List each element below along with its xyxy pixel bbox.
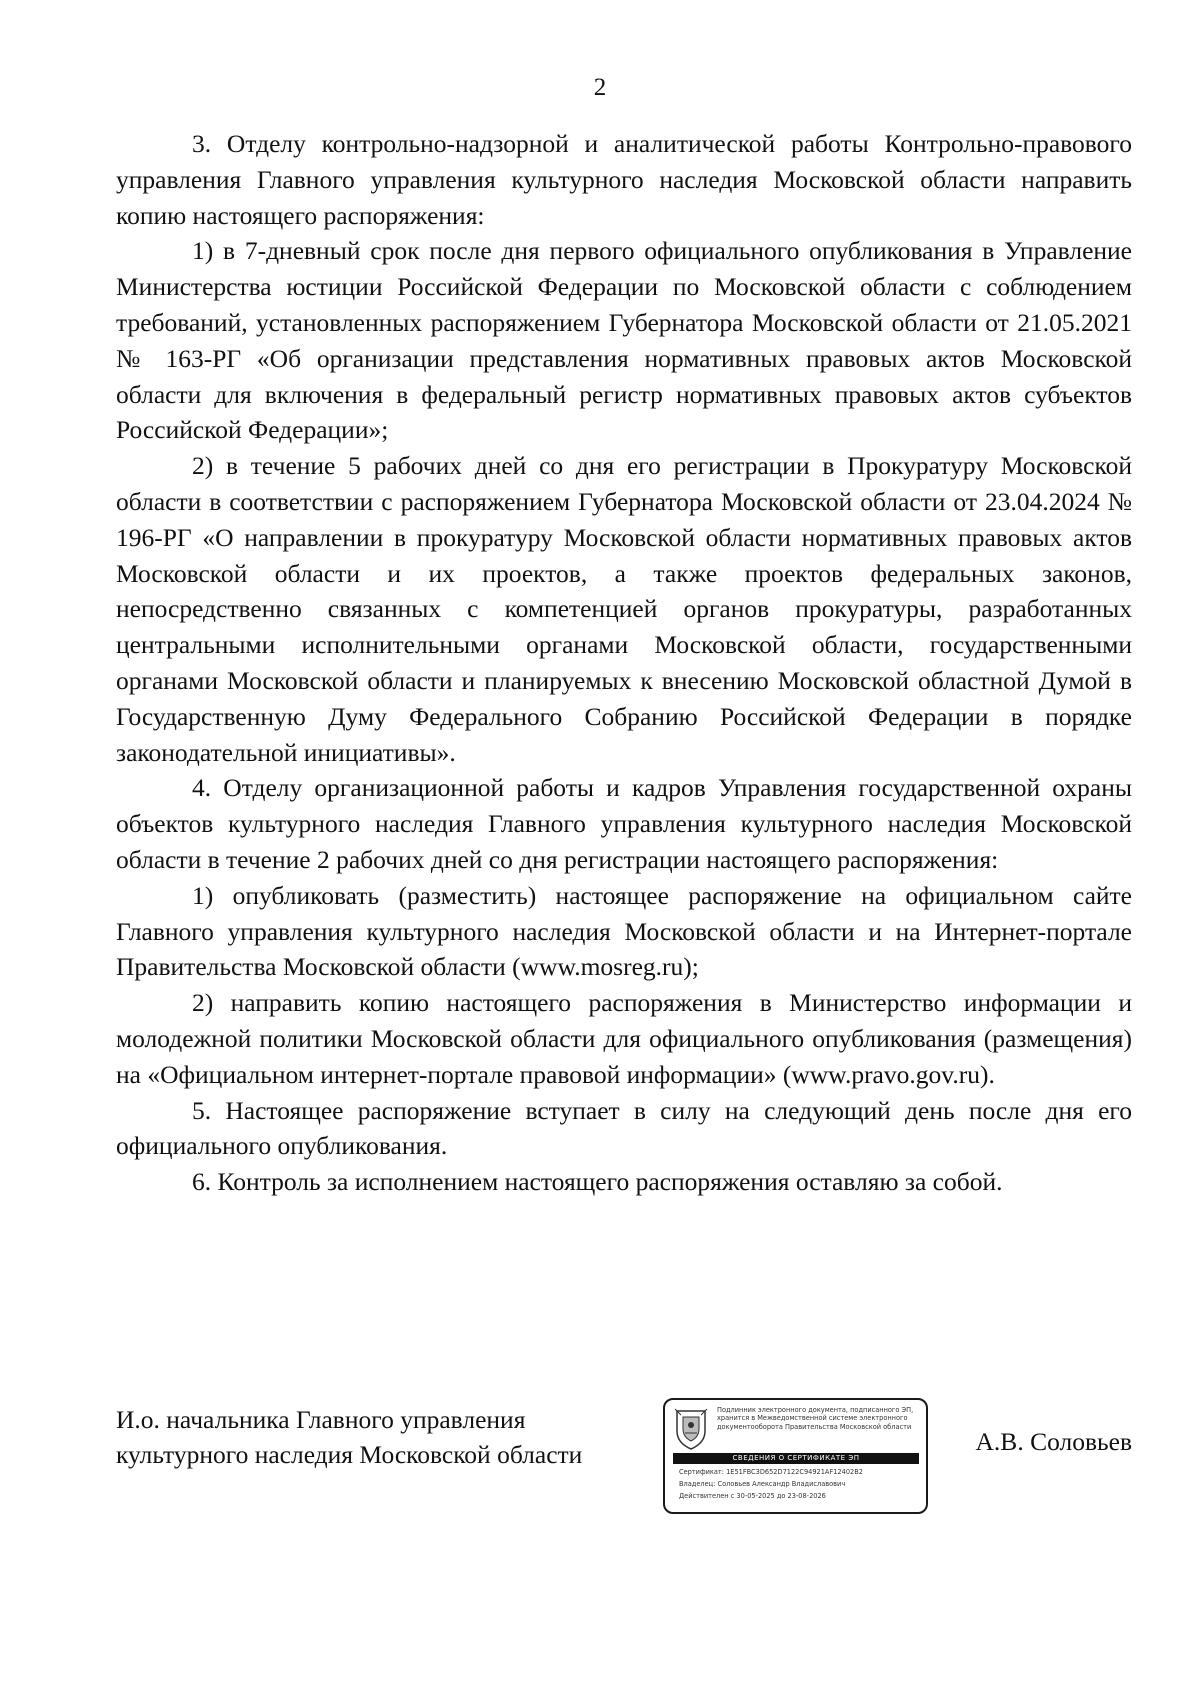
paragraph: 2) направить копию настоящего распоряжения в Министерство информации и молодежной политики Московской области для официального опубликования (размещения) на «Официальном интернет-портале правовой информации» (www.pravo.gov.ru).: [116, 988, 1132, 1089]
stamp-header: Подлинник электронного документа, подписанного ЭП, хранится в Межведомственной системе электронного документооборота Правительства Московской области: [717, 1406, 914, 1431]
paragraph: 5. Настоящее распоряжение вступает в силу на следующий день после дня его официального опубликования.: [116, 1095, 1132, 1161]
electronic-signature-stamp: [663, 1398, 928, 1514]
signatory-name: А.В. Соловьев: [975, 1427, 1132, 1456]
paragraph: 4. Отделу организационной работы и кадров Управления государственной охраны объектов культурного наследия Главного управления культурного наследия Московской области в течение 2 рабочих дней со дня регистрации настоящего распоряжения:: [116, 773, 1132, 874]
paragraph: 2) в течение 5 рабочих дней со дня его регистрации в Прокуратуру Московской области в соответствии с распоряжением Губернатора Московской области от 23.04.2024 № 196-РГ «О направлении в прокуратуру Московской области нормативных правовых актов Московской области и их проектов, а также проектов федеральных законов, непосредственно связанных с компетенцией органов прокуратуры, разработанных центральными исполнительными органами Московской области, государственными органами Московской области и планируемых к внесению Московской областной Думой в Государственную Думу Федерального Собранию Российской Федерации в порядке законодательной инициативы».: [116, 451, 1132, 767]
certificate-validity: Действителен с 30-05-2025 до 23-08-2026: [679, 1492, 826, 1500]
paragraph: 6. Контроль за исполнением настоящего распоряжения оставляю за собой.: [192, 1167, 1003, 1197]
paragraph: 1) в 7-дневный срок после дня первого официального опубликования в Управление Министерства юстиции Российской Федерации по Московской области с соблюдением требований, установленных распоряжением Губернатора Московской области от 21.05.2021 № 163-РГ «Об организации представления нормативных правовых актов Московской области для включения в федеральный регистр нормативных правовых актов субъектов Российской Федерации»;: [116, 236, 1132, 445]
signatory-position-line: культурного наследия Московской области: [116, 1440, 583, 1469]
moscow-region-coat-of-arms-icon: [673, 1407, 709, 1451]
certificate-owner: Владелец: Соловьев Александр Владиславович: [679, 1480, 846, 1488]
page-number: 2: [593, 74, 607, 101]
signatory-position: [116, 1402, 582, 1472]
document-body: [116, 126, 1132, 1200]
paragraph: 3. Отделу контрольно-надзорной и аналитической работы Контрольно-правового управления Главного управления культурного наследия Московской области направить копию настоящего распоряжения:: [116, 129, 1132, 230]
stamp-title: СВЕДЕНИЯ О СЕРТИФИКАТЕ ЭП: [673, 1453, 919, 1464]
signatory-position-line: И.о. начальника Главного управления: [116, 1405, 526, 1434]
paragraph: 1) опубликовать (разместить) настоящее распоряжение на официальном сайте Главного управления культурного наследия Московской области и на Интернет-портале Правительства Московской области (www.mosreg.ru);: [116, 880, 1132, 982]
certificate-number: Сертификат: 1E51FBC3D652D7122C94921AF12402B2: [679, 1468, 863, 1476]
